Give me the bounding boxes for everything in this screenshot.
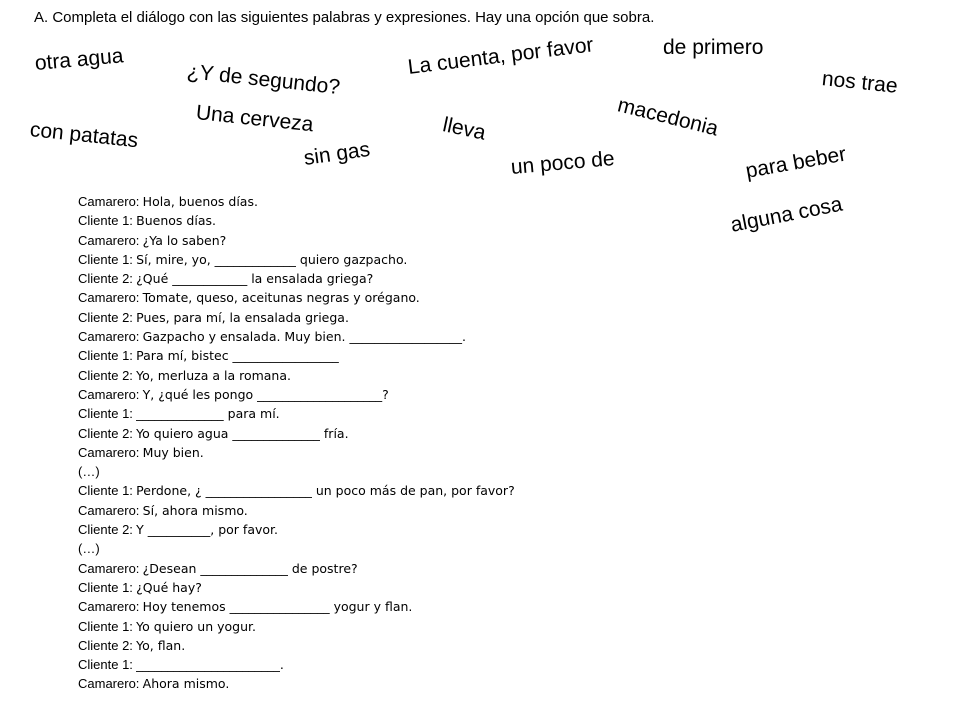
word-bank-item: La cuenta, por favor: [406, 33, 595, 79]
dialogue-line: [78, 288, 515, 307]
word-bank-item: nos trae: [820, 67, 899, 98]
speaker-label: Camarero:: [78, 386, 140, 402]
speaker-label: Cliente 2:: [78, 522, 133, 538]
speaker-label: Camarero:: [78, 444, 140, 460]
exercise-instruction: A. Completa el diálogo con las siguientes palabras y expresiones. Hay una opción que sobra.: [34, 9, 655, 26]
speaker-label: Cliente 1:: [78, 348, 133, 364]
speaker-label: Camarero:: [78, 194, 140, 209]
dialogue-text: ¿Qué ____________ la ensalada griega?: [136, 271, 374, 287]
dialogue-text: Ahora mismo.: [142, 676, 230, 692]
dialogue-text: Yo, flan.: [136, 637, 186, 653]
word-bank-item: alguna cosa: [728, 192, 845, 237]
speaker-label: Camarero:: [78, 232, 140, 248]
dialogue-line: [78, 462, 515, 481]
dialogue-text: Buenos días.: [136, 213, 216, 229]
word-bank-item: Una cerveza: [194, 101, 315, 137]
dialogue-line: [78, 192, 515, 211]
speaker-label: Cliente 2:: [78, 367, 133, 383]
dialogue-text: Gazpacho y ensalada. Muy bien. __________________.: [142, 329, 466, 345]
dialogue-line: [78, 366, 515, 385]
word-bank-item: un poco de: [509, 146, 616, 179]
speaker-label: Camarero:: [78, 560, 140, 576]
dialogue-line: [78, 269, 515, 288]
dialogue-text: Tomate, queso, aceitunas negras y orégano.: [142, 290, 420, 306]
dialogue-text: Perdone, ¿ _________________ un poco más de pan, por favor?: [136, 483, 515, 499]
dialogue-line: [78, 250, 515, 269]
dialogue-line: [78, 617, 515, 636]
speaker-label: Cliente 1:: [78, 251, 133, 267]
dialogue-line: [78, 655, 515, 674]
word-bank-item: ¿Y de segundo?: [185, 60, 342, 100]
speaker-label: Cliente 2:: [78, 637, 133, 653]
dialogue-text: Muy bien.: [142, 444, 204, 460]
speaker-label: Cliente 1:: [78, 579, 133, 595]
dialogue-line: [78, 636, 515, 655]
speaker-label: Camarero:: [78, 599, 140, 615]
speaker-label: Cliente 2:: [78, 271, 133, 287]
word-bank-item: macedonia: [615, 93, 721, 141]
dialogue-line: [78, 211, 515, 230]
dialogue-text: ¿Desean ______________ de postre?: [142, 560, 358, 576]
word-bank-item: lleva: [440, 113, 488, 145]
dialogue-text: Y, ¿qué les pongo ____________________?: [142, 386, 389, 402]
speaker-label: Cliente 1:: [78, 657, 133, 673]
dialogue-text: Hoy tenemos ________________ yogur y flan.: [142, 599, 413, 615]
speaker-label: Camarero:: [78, 329, 140, 345]
dialogue-line: [78, 346, 515, 365]
dialogue-exercise: [78, 192, 515, 694]
dialogue-text: Yo quiero agua ______________ fría.: [136, 425, 349, 441]
speaker-label: Camarero:: [78, 290, 140, 306]
dialogue-line: [78, 231, 515, 250]
dialogue-text: ¿Ya lo saben?: [142, 232, 227, 248]
word-bank-item: con patatas: [28, 118, 140, 153]
dialogue-line: [78, 578, 515, 597]
dialogue-line: [78, 404, 515, 423]
speaker-label: (…): [78, 541, 100, 557]
dialogue-line: [78, 539, 515, 558]
dialogue-line: [78, 559, 515, 578]
dialogue-line: [78, 327, 515, 346]
dialogue-text: Para mí, bistec _________________: [136, 348, 339, 364]
dialogue-line: [78, 443, 515, 462]
dialogue-line: [78, 481, 515, 500]
speaker-label: Cliente 1:: [78, 213, 133, 229]
speaker-label: Cliente 1:: [78, 406, 133, 422]
speaker-label: Camarero:: [78, 676, 140, 692]
speaker-label: (…): [78, 464, 100, 480]
dialogue-line: [78, 520, 515, 539]
dialogue-text: Sí, ahora mismo.: [142, 502, 248, 518]
dialogue-text: Yo, merluza a la romana.: [136, 367, 291, 383]
speaker-label: Cliente 1:: [78, 483, 133, 499]
dialogue-line: [78, 308, 515, 327]
dialogue-text: ¿Qué hay?: [136, 579, 202, 595]
dialogue-text: Hola, buenos días.: [142, 194, 258, 209]
speaker-label: Cliente 2:: [78, 425, 133, 441]
dialogue-text: _______________________.: [136, 657, 284, 673]
dialogue-text: ______________ para mí.: [136, 406, 280, 422]
dialogue-line: [78, 501, 515, 520]
dialogue-line: [78, 385, 515, 404]
dialogue-text: Pues, para mí, la ensalada griega.: [136, 309, 349, 325]
speaker-label: Cliente 2:: [78, 309, 133, 325]
word-bank-item: de primero: [663, 36, 764, 59]
dialogue-text: Yo quiero un yogur.: [136, 618, 256, 634]
speaker-label: Cliente 1:: [78, 618, 133, 634]
dialogue-line: [78, 674, 515, 693]
dialogue-text: Y __________, por favor.: [136, 522, 278, 538]
dialogue-line: [78, 424, 515, 443]
word-bank-item: para beber: [743, 142, 848, 183]
dialogue-text: Sí, mire, yo, _____________ quiero gazpacho.: [136, 251, 408, 267]
speaker-label: Camarero:: [78, 502, 140, 518]
word-bank-item: otra agua: [33, 44, 125, 75]
word-bank-item: sin gas: [302, 137, 372, 170]
dialogue-line: [78, 597, 515, 616]
